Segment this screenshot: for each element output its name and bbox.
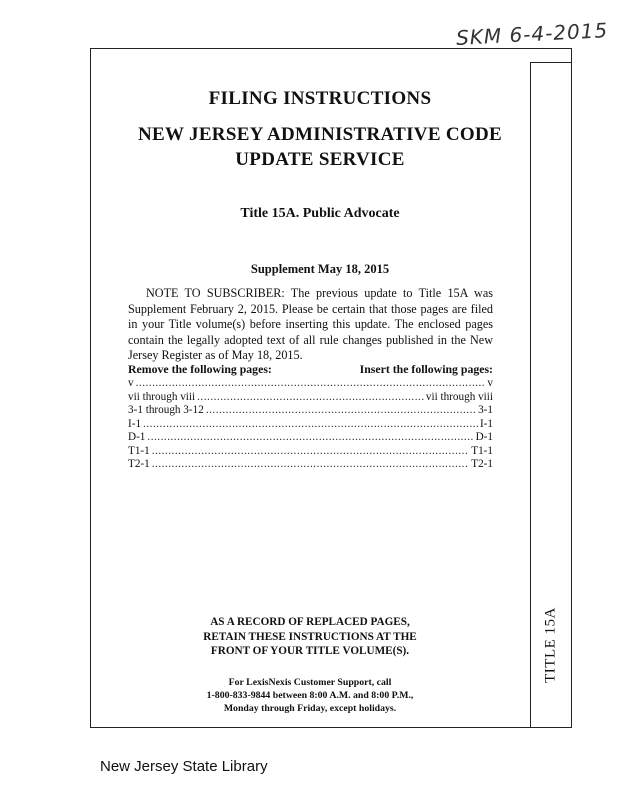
filing-instructions-heading: FILING INSTRUCTIONS bbox=[208, 88, 432, 109]
insert-column-header: Insert the following pages: bbox=[359, 362, 493, 376]
support-line: For LexisNexis Customer Support, call bbox=[228, 677, 392, 688]
support-line: Monday through Friday, except holidays. bbox=[223, 703, 397, 714]
code-heading: NEW JERSEY ADMINISTRATIVE CODE bbox=[138, 124, 502, 145]
remove-column-header: Remove the following pages: bbox=[128, 362, 272, 376]
library-footer: New Jersey State Library bbox=[100, 758, 268, 775]
title-tab-label: TITLE 15A bbox=[542, 607, 559, 683]
record-line: AS A RECORD OF REPLACED PAGES, bbox=[210, 616, 410, 628]
record-line: RETAIN THESE INSTRUCTIONS AT THE bbox=[203, 630, 417, 643]
support-line: 1-800-833-9844 between 8:00 A.M. and 8:00 P.M., bbox=[206, 690, 414, 701]
list-item: v ..... v bbox=[128, 377, 493, 391]
customer-support-notice bbox=[150, 676, 470, 715]
title-name: Title 15A. Public Advocate bbox=[240, 206, 400, 221]
list-item: T2-1 ..... T2-1 bbox=[128, 458, 493, 472]
handwritten-annotation: SKM 6-4-2015 bbox=[455, 18, 609, 50]
list-item: D-1 ..... D-1 bbox=[128, 431, 493, 445]
list-item: vii through viii ..... vii through viii bbox=[128, 391, 493, 405]
update-service-heading: UPDATE SERVICE bbox=[235, 149, 405, 170]
list-item: T1-1 ..... T1-1 bbox=[128, 445, 493, 459]
supplement-date: Supplement May 18, 2015 bbox=[250, 262, 390, 276]
page-replacement-list bbox=[128, 377, 493, 472]
record-line: FRONT OF YOUR TITLE VOLUME(S). bbox=[210, 645, 410, 657]
subscriber-note: NOTE TO SUBSCRIBER: The previous update to Title 15A was Supplement February 2, 2015. Please be certain that those pages are filed in your Title volume(s) before inserting this update. The enclosed pages contain the legally adopted text of all rule changes published in the New Jersey Register as of May 18, 2015. bbox=[128, 286, 493, 362]
record-notice bbox=[150, 615, 470, 659]
list-item: 3-1 through 3-12 ..... 3-1 bbox=[128, 404, 493, 418]
list-item: I-1 ..... I-1 bbox=[128, 418, 493, 432]
